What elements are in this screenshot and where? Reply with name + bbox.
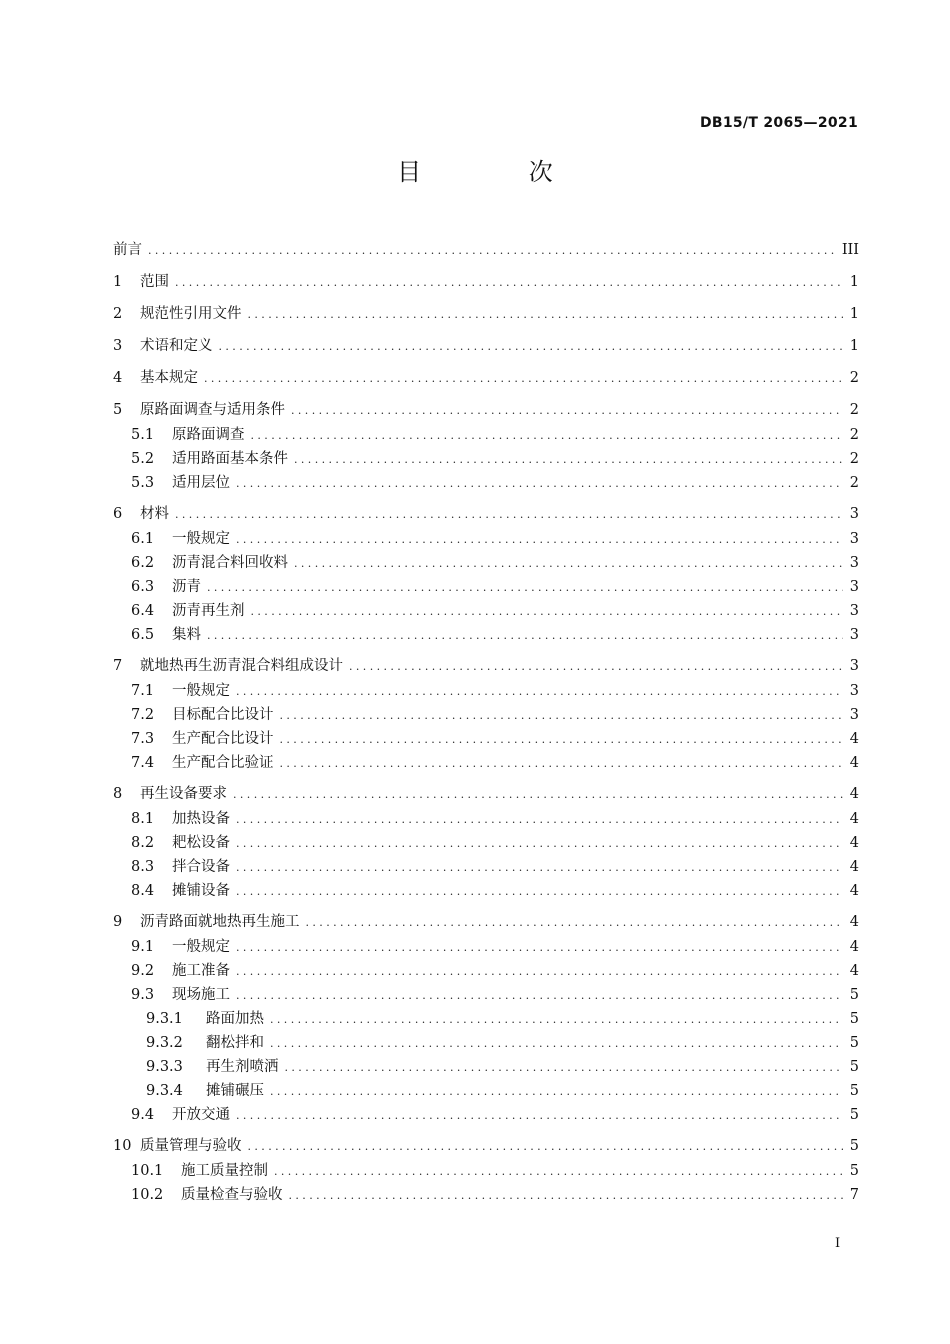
toc-leader-dots [349,660,843,673]
toc-entry-page: 4 [849,835,859,851]
toc-entry-number: 8.4 [131,883,155,899]
toc-entry-label: 现场施工 [172,987,230,1003]
toc-entry-number: 5.2 [131,451,155,467]
toc-entry-label: 摊铺碾压 [206,1083,264,1099]
toc-entry-label: 施工准备 [172,963,230,979]
toc-leader-dots [236,477,843,490]
toc-entry-number: 9.4 [131,1107,155,1123]
toc-leader-dots [236,533,843,546]
toc-entry-label: 摊铺设备 [172,883,230,899]
toc-leader-dots [175,276,843,289]
toc-leader-dots [251,429,844,442]
toc-entry-label: 一般规定 [172,939,230,955]
toc-entry-page: 3 [849,579,859,595]
toc-leader-dots [274,1165,843,1178]
toc-entry-label: 加热设备 [172,811,230,827]
toc-entry-page: 3 [849,555,859,571]
toc-entry[interactable] [113,1007,859,1031]
toc-entry-page: 2 [849,451,859,467]
toc-entry[interactable] [113,1159,859,1183]
toc-entry-number: 5 [113,402,123,418]
toc-leader-dots [175,508,843,521]
toc-leader-dots [248,308,844,321]
toc-entry-page: 3 [849,627,859,643]
toc-entry[interactable] [113,551,859,575]
toc-entry-label: 材料 [140,506,169,522]
toc-leader-dots [280,757,844,770]
toc-entry-number: 8.2 [131,835,155,851]
toc-entry-number: 7 [113,658,123,674]
toc-entry[interactable] [113,302,859,327]
toc-entry-number: 9 [113,914,123,930]
toc-entry-label: 路面加热 [206,1011,264,1027]
toc-entry-page: 3 [849,707,859,723]
toc-entry-label: 原路面调查与适用条件 [140,402,285,418]
toc-leader-dots [236,941,843,954]
toc-entry-number: 6.1 [131,531,155,547]
toc-entry-label: 适用层位 [172,475,230,491]
toc-entry[interactable] [113,831,859,855]
toc-entry-label: 术语和定义 [140,338,213,354]
toc-entry-label: 范围 [140,274,169,290]
toc-leader-dots [289,1189,844,1202]
toc-entry-page: 5 [849,1138,859,1154]
toc-entry-label: 规范性引用文件 [140,306,242,322]
toc-entry-page: 3 [849,658,859,674]
page-number: I [835,1236,841,1251]
toc-leader-dots [207,629,843,642]
toc-entry[interactable] [113,983,859,1007]
toc-entry-number: 10.2 [131,1187,164,1203]
toc-entry-number: 1 [113,274,123,290]
toc-leader-dots [306,916,844,929]
toc-entry-label: 集料 [172,627,201,643]
table-of-contents [113,238,859,1207]
toc-entry[interactable] [113,423,859,447]
toc-entry-label: 质量管理与验收 [140,1138,242,1154]
page-title: 目 次 [397,158,603,186]
toc-entry-number: 4 [113,370,123,386]
toc-leader-dots [291,404,843,417]
toc-entry[interactable] [113,654,859,679]
toc-entry-label: 翻松拌和 [206,1035,264,1051]
toc-entry-page: 5 [849,1035,859,1051]
toc-entry-number: 9.2 [131,963,155,979]
toc-entry-page: 4 [849,755,859,771]
toc-entry[interactable] [113,855,859,879]
toc-entry-page: 3 [849,683,859,699]
toc-leader-dots [270,1013,843,1026]
toc-entry-number: 7.1 [131,683,155,699]
toc-entry-number: 2 [113,306,123,322]
toc-entry-page: 4 [849,731,859,747]
toc-entry-label: 拌合设备 [172,859,230,875]
toc-entry-label: 一般规定 [172,531,230,547]
toc-entry-label: 再生设备要求 [140,786,227,802]
toc-entry-label: 目标配合比设计 [172,707,274,723]
toc-entry-label: 适用路面基本条件 [172,451,288,467]
toc-entry[interactable] [113,1134,859,1159]
toc-entry-page: 2 [849,402,859,418]
toc-entry-label: 沥青路面就地热再生施工 [140,914,300,930]
toc-leader-dots [251,605,844,618]
toc-leader-dots [207,581,843,594]
toc-entry-number: 3 [113,338,123,354]
toc-entry-label: 基本规定 [140,370,198,386]
toc-entry-page: 1 [849,306,859,322]
toc-entry-label: 开放交通 [172,1107,230,1123]
toc-entry-number: 9.3.1 [146,1011,183,1027]
toc-entry-number: 7.2 [131,707,155,723]
toc-entry-page: 4 [849,939,859,955]
toc-leader-dots [148,244,836,257]
toc-entry[interactable] [113,334,859,359]
toc-leader-dots [219,340,844,353]
toc-entry-number: 8 [113,786,123,802]
toc-entry[interactable] [113,366,859,391]
toc-leader-dots [236,965,843,978]
toc-entry[interactable] [113,447,859,471]
toc-entry-label: 一般规定 [172,683,230,699]
toc-entry-label: 耙松设备 [172,835,230,851]
toc-leader-dots [294,557,843,570]
toc-leader-dots [236,989,843,1002]
toc-entry-number: 6.2 [131,555,155,571]
toc-entry-label: 再生剂喷洒 [206,1059,279,1075]
toc-entry-number: 10 [113,1138,132,1154]
toc-entry[interactable] [113,807,859,831]
toc-entry[interactable] [113,502,859,527]
toc-entry[interactable] [113,679,859,703]
toc-entry-page: 2 [849,370,859,386]
toc-entry-number: 7.4 [131,755,155,771]
toc-entry-page: III [841,242,859,258]
toc-entry-page: 5 [849,1059,859,1075]
toc-entry[interactable] [113,527,859,551]
toc-entry[interactable] [113,238,859,263]
toc-entry-page: 4 [849,786,859,802]
toc-leader-dots [236,837,843,850]
toc-entry-label: 沥青混合料回收料 [172,555,288,571]
toc-entry-label: 生产配合比验证 [172,755,274,771]
toc-entry-label: 质量检查与验收 [181,1187,283,1203]
toc-leader-dots [233,788,843,801]
toc-entry[interactable] [113,727,859,751]
toc-entry[interactable] [113,398,859,423]
toc-entry[interactable] [113,1079,859,1103]
toc-entry-number: 6.3 [131,579,155,595]
toc-entry-number: 7.3 [131,731,155,747]
toc-leader-dots [285,1061,844,1074]
toc-entry[interactable] [113,935,859,959]
toc-entry[interactable] [113,270,859,295]
toc-entry-number: 9.3.4 [146,1083,183,1099]
toc-entry[interactable] [113,959,859,983]
toc-entry-number: 9.3 [131,987,155,1003]
toc-entry-page: 5 [849,987,859,1003]
toc-entry-page: 4 [849,963,859,979]
toc-entry-label: 沥青再生剂 [172,603,245,619]
toc-leader-dots [270,1037,843,1050]
toc-leader-dots [280,709,844,722]
toc-entry-number: 9.3.2 [146,1035,183,1051]
document-number: DB15/T 2065—2021 [699,115,858,131]
toc-entry-label: 生产配合比设计 [172,731,274,747]
toc-entry-page: 5 [849,1083,859,1099]
toc-entry-label: 原路面调查 [172,427,245,443]
toc-entry-number: 5.3 [131,475,155,491]
toc-entry-page: 7 [849,1187,859,1203]
toc-entry-number: 10.1 [131,1163,164,1179]
toc-entry-page: 4 [849,859,859,875]
toc-entry[interactable] [113,782,859,807]
toc-entry-page: 2 [849,475,859,491]
toc-entry-page: 4 [849,811,859,827]
toc-entry[interactable] [113,751,859,775]
toc-entry-page: 3 [849,531,859,547]
toc-entry[interactable] [113,1031,859,1055]
toc-leader-dots [280,733,844,746]
toc-entry[interactable] [113,1183,859,1207]
toc-entry-number: 9.1 [131,939,155,955]
toc-entry-page: 4 [849,914,859,930]
toc-entry-page: 2 [849,427,859,443]
toc-entry[interactable] [113,910,859,935]
toc-entry-label: 施工质量控制 [181,1163,268,1179]
toc-entry-label: 沥青 [172,579,201,595]
toc-entry[interactable] [113,1055,859,1079]
toc-leader-dots [236,861,843,874]
toc-entry[interactable] [113,471,859,495]
toc-entry-page: 3 [849,506,859,522]
toc-entry-number: 9.3.3 [146,1059,183,1075]
toc-entry-page: 1 [849,274,859,290]
toc-entry-label: 就地热再生沥青混合料组成设计 [140,658,343,674]
toc-leader-dots [248,1140,844,1153]
toc-entry-page: 5 [849,1107,859,1123]
toc-entry-number: 6.4 [131,603,155,619]
toc-entry[interactable] [113,623,859,647]
toc-entry-number: 6.5 [131,627,155,643]
toc-entry[interactable] [113,1103,859,1127]
toc-entry-number: 8.3 [131,859,155,875]
toc-leader-dots [236,685,843,698]
toc-entry[interactable] [113,879,859,903]
toc-leader-dots [270,1085,843,1098]
toc-entry-page: 3 [849,603,859,619]
toc-leader-dots [236,813,843,826]
toc-entry-page: 4 [849,883,859,899]
toc-entry[interactable] [113,575,859,599]
toc-entry-number: 6 [113,506,123,522]
toc-leader-dots [236,885,843,898]
toc-leader-dots [294,453,843,466]
toc-leader-dots [236,1109,843,1122]
toc-entry-page: 5 [849,1011,859,1027]
toc-entry-page: 5 [849,1163,859,1179]
toc-leader-dots [204,372,843,385]
toc-entry[interactable] [113,703,859,727]
toc-entry-number: 5.1 [131,427,155,443]
toc-entry[interactable] [113,599,859,623]
toc-entry-page: 1 [849,338,859,354]
toc-entry-number: 8.1 [131,811,155,827]
toc-entry-label: 前言 [113,242,142,258]
